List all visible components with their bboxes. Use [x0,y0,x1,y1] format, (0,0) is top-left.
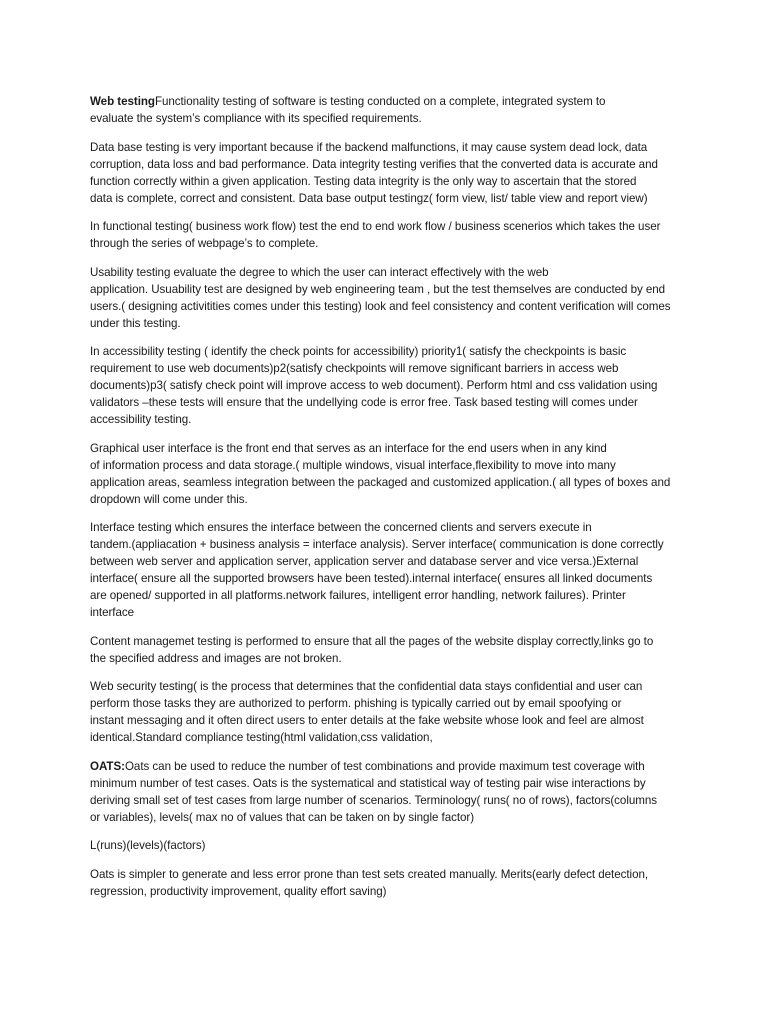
paragraph-oats [90,758,680,826]
paragraph-text: Graphical user interface is the front end that serves as an interface for the end users when in any kind of information process and data storage.( multiple windows, visual interface,flexibility to move into many application areas, seamless integration between the packaged and customized application.( all types of boxes and dropdown will come under this. [90,441,671,506]
paragraph-text: Web security testing( is the process that determines that the confidential data stays confidential and user can perform those tasks they are authorized to perform. phishing is typically carried out by email spoofying or instant messaging and it often direct users to enter details at the fake website whose look and feel are almost identical.Standard compliance testing(html validation,css validation, [90,680,644,744]
paragraph-heading: Web testing [90,95,155,108]
paragraph-oats-merits [90,866,680,900]
paragraph-text: Oats is simpler to generate and less error prone than test sets created manually. Merits(early defect detection, regression, productivity improvement, quality effort saving) [90,867,649,898]
document-page [90,93,680,911]
paragraph-accessibility-testing [90,343,680,428]
paragraph-text: In functional testing( business work flow) test the end to end work flow / business scenerios which takes the user through the series of webpage’s to complete. [90,220,661,250]
paragraph-web-security-testing [90,678,680,746]
paragraph-functional-testing [90,218,680,252]
paragraph-interface-testing [90,519,680,621]
paragraph-text: Functionality testing of software is testing conducted on a complete, integrated system to evaluate the system’s compliance with its specified requirements. [90,95,606,125]
paragraph-gui-testing [90,440,680,508]
paragraph-text: L(runs)(levels)(factors) [90,839,206,852]
paragraph-text: Usability testing evaluate the degree to which the user can interact effectively with the web application. Usuability test are designed by web engineering team , but the test themselves are conducted by end users.( designing activitities comes under this testing) look and feel consistency and content verification will comes under this testing. [90,265,671,330]
paragraph-text: Data base testing is very important because if the backend malfunctions, it may cause system dead lock, data corruption, data loss and bad performance. Data integrity testing verifies that the converted data is accurate and function correctly within a given application. Testing data integrity is the only way to ascertain that the stored data is complete, correct and consistent. Data base output testingz( form view, list/ table view and report view) [90,140,658,205]
paragraph-web-testing [90,93,680,127]
paragraph-oats-formula [90,837,680,854]
paragraph-database-testing [90,139,680,207]
paragraph-text: Interface testing which ensures the interface between the concerned clients and servers execute in tandem.(appliacation + business analysis = interface analysis). Server interface( communication is done correctly between web server and application server, application server and database server and vice versa.)External interface( ensure all the supported browsers have been tested).internal interface( ensures all linked documents are opened/ supported in all platforms.network failures, intelligent error handling, network failures). Printer interface [90,521,664,619]
paragraph-heading: OATS: [90,759,125,773]
paragraph-text: Content managemet testing is performed to ensure that all the pages of the website display correctly,links go to the specified address and images are not broken. [90,634,654,665]
paragraph-text: In accessibility testing ( identify the check points for accessibility) priority1( satisfy the checkpoints is basic requirement to use web documents)p2(satisfy checkpoints will remove significant barriers in access web documents)p3( satisfy check point will improve access to web document). Perform html and css validation using validators –these tests will ensure that the undellying code is error free. Task based testing will comes under accessibility testing. [90,345,658,426]
paragraph-content-management-testing [90,633,680,667]
paragraph-usability-testing [90,264,680,332]
paragraph-text: Oats can be used to reduce the number of test combinations and provide maximum test coverage with minimum number of test cases. Oats is the systematical and statistical way of testing pair wise interactions by deriving small set of test cases from large number of scenarios. Terminology( runs( no of rows), factors(columns or variables), levels( max no of values that can be taken on by single factor) [90,759,658,824]
